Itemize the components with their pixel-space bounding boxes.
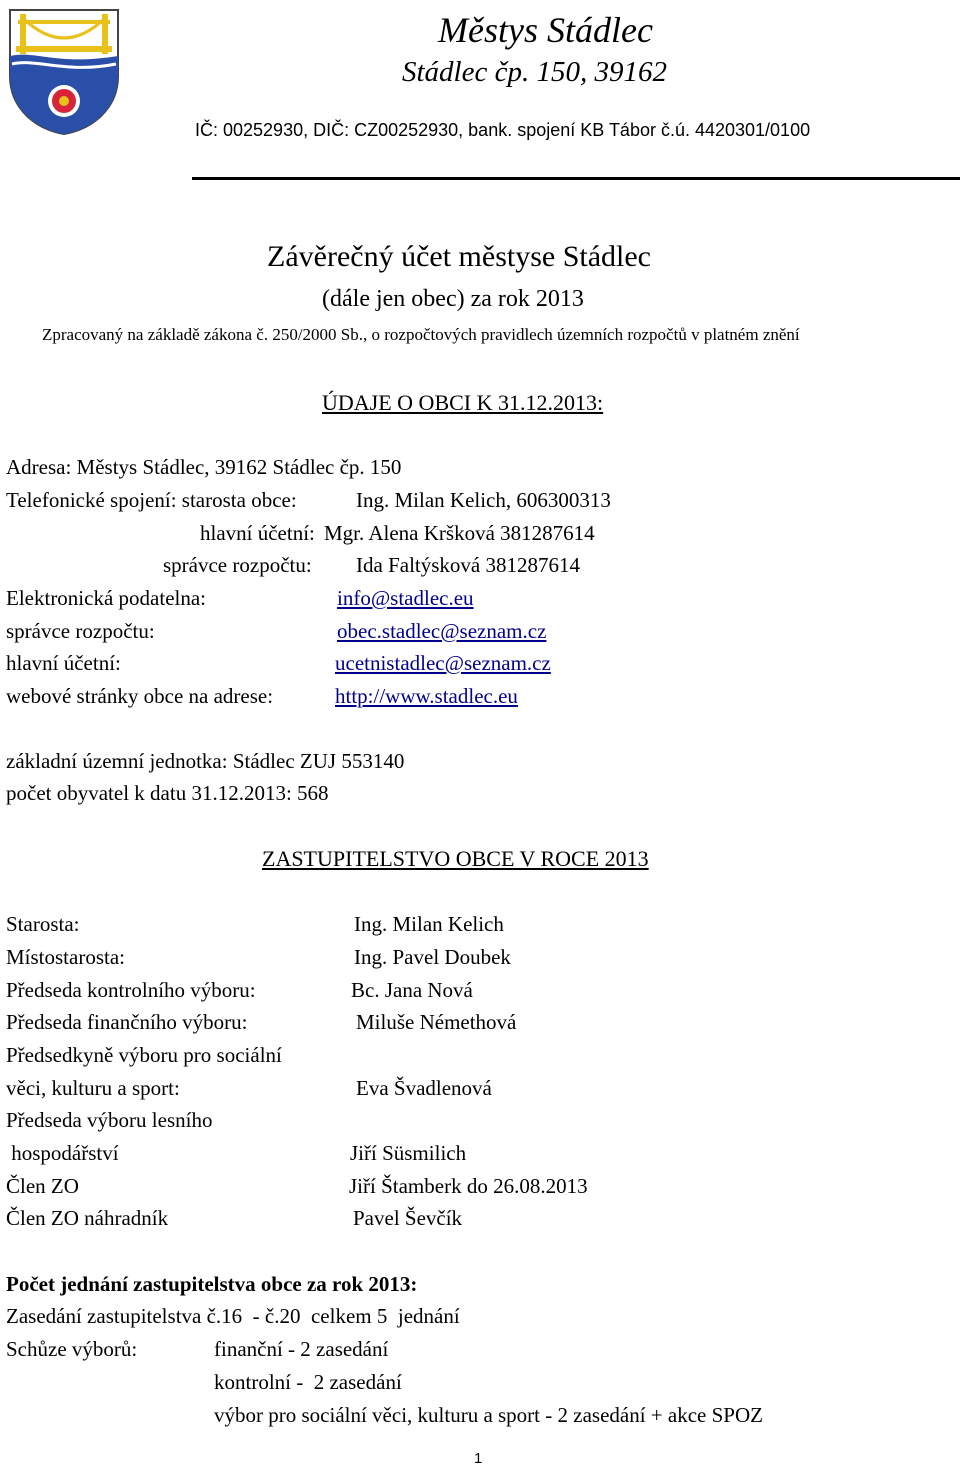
document-title: Závěrečný účet městyse Stádlec (267, 240, 651, 273)
website-link[interactable]: http://www.stadlec.eu (335, 684, 518, 708)
contact-label: webové stránky obce na adrese: (6, 684, 274, 708)
member-label: Předseda výboru lesního (6, 1108, 213, 1132)
committee-item: výbor pro sociální věci, kulturu a sport - 2 zasedání + akce SPOZ (214, 1403, 763, 1427)
zuj-line: základní územní jednotka: Stádlec ZUJ 553140 (6, 749, 405, 773)
member-label: Člen ZO náhradník (6, 1206, 169, 1230)
section-heading-udaje: ÚDAJE O OBCI K 31.12.2013: (322, 390, 604, 415)
member-name: Bc. Jana Nová (351, 978, 473, 1002)
member-label: Předsedkyně výboru pro sociální (6, 1043, 282, 1067)
header-divider (192, 177, 960, 180)
accountant-label: hlavní účetní: (200, 521, 315, 545)
coat-of-arms-logo (6, 6, 122, 136)
member-label: Místostarosta: (6, 945, 125, 969)
email-accountant-link[interactable]: ucetnistadlec@seznam.cz (335, 651, 551, 675)
member-name: Ing. Pavel Doubek (354, 945, 511, 969)
contact-label: hlavní účetní: (6, 651, 121, 675)
town-name: Městys Stádlec (438, 10, 653, 50)
budget-manager-label: správce rozpočtu: (163, 553, 312, 577)
section-heading-jednani: Počet jednání zastupitelstva obce za rok 2013: (6, 1272, 418, 1296)
member-label: Předseda kontrolního výboru: (6, 978, 256, 1002)
identification-line: IČ: 00252930, DIČ: CZ00252930, bank. spojení KB Tábor č.ú. 4420301/0100 (195, 120, 811, 140)
member-name: Jiří Süsmilich (350, 1141, 467, 1165)
committee-item: kontrolní - 2 zasedání (214, 1370, 402, 1394)
accountant-value: Mgr. Alena Kršková 381287614 (324, 521, 595, 545)
document-subtitle: (dále jen obec) za rok 2013 (322, 286, 584, 312)
contact-label: správce rozpočtu: (6, 619, 155, 643)
contact-label: Elektronická podatelna: (6, 586, 207, 610)
member-label: hospodářství (6, 1141, 119, 1165)
member-label: Předseda finančního výboru: (6, 1010, 248, 1034)
member-name: Jiří Štamberk do 26.08.2013 (349, 1174, 588, 1198)
address-line: Adresa: Městys Stádlec, 39162 Stádlec čp. 150 (6, 455, 402, 479)
phone-value: Ing. Milan Kelich, 606300313 (356, 488, 611, 512)
member-label: věci, kulturu a sport: (6, 1076, 180, 1100)
member-name: Pavel Ševčík (353, 1206, 463, 1230)
email-podatelna-link[interactable]: info@stadlec.eu (337, 586, 474, 610)
committees-label: Schůze výborů: (6, 1337, 138, 1361)
sessions-line: Zasedání zastupitelstva č.16 - č.20 celkem 5 jednání (6, 1304, 460, 1328)
population-line: počet obyvatel k datu 31.12.2013: 568 (6, 781, 329, 805)
town-address: Stádlec čp. 150, 39162 (402, 56, 667, 88)
legal-basis: Zpracovaný na základě zákona č. 250/2000 Sb., o rozpočtových pravidlech územních rozpočtů v platném znění (42, 325, 800, 344)
member-name: Miluše Némethová (356, 1010, 517, 1034)
budget-manager-value: Ida Faltýsková 381287614 (356, 553, 580, 577)
section-heading-zastupitelstvo: ZASTUPITELSTVO OBCE V ROCE 2013 (262, 846, 649, 871)
member-label: Člen ZO (6, 1174, 79, 1198)
member-name: Ing. Milan Kelich (354, 912, 504, 936)
member-label: Starosta: (6, 912, 80, 936)
page-number: 1 (474, 1450, 483, 1467)
member-name: Eva Švadlenová (356, 1076, 492, 1100)
committee-item: finanční - 2 zasedání (214, 1337, 389, 1361)
phone-label: Telefonické spojení: starosta obce: (6, 488, 297, 512)
email-budget-link[interactable]: obec.stadlec@seznam.cz (337, 619, 547, 643)
